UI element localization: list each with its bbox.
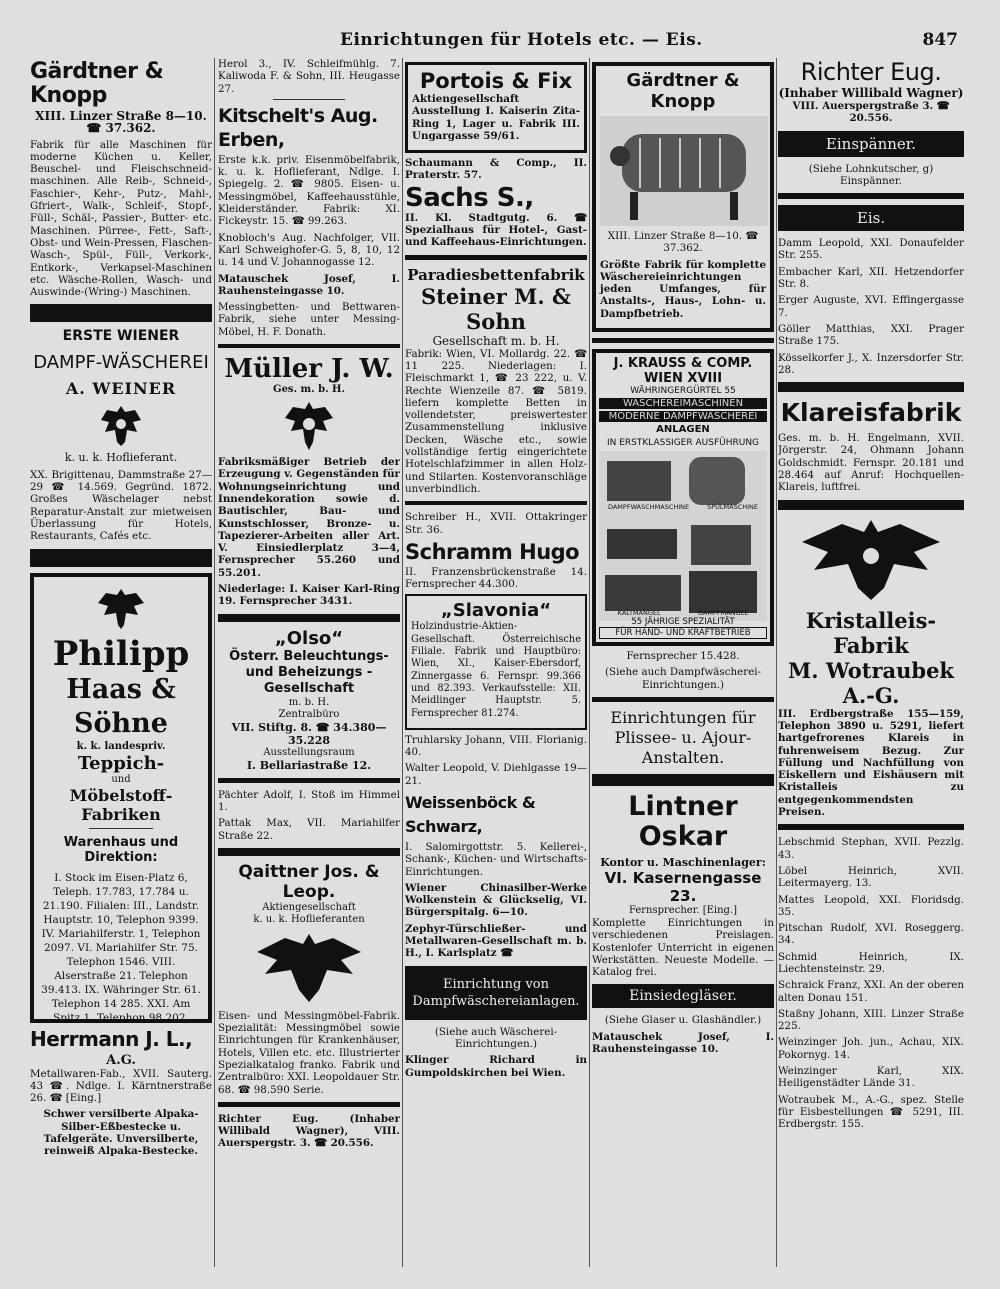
- messing-entry: Messingbetten- und Bettwaren-Fabrik, siehe unter Messing-Möbel, H. F. Donath.: [218, 301, 400, 338]
- krauss-line5: ANLAGEN: [656, 424, 710, 436]
- separator-bar: [30, 304, 212, 322]
- krauss-caption-row1: [599, 503, 767, 511]
- olso-line3: m. b. H.: [288, 696, 330, 708]
- herol-entry: Herol 3., IV. Schleifmühlg. 7. Kaliwoda F. & Sohn, III. Heugasse 27.: [218, 58, 400, 95]
- list2-item-2: Löbel Heinrich, XVII. Leitermayerg. 13.: [778, 864, 964, 890]
- paradies-line2: Steiner M. & Sohn: [420, 283, 572, 334]
- knobloch-entry: Knobloch's Aug. Nachfolger, VII. Karl Schweighofer-G. 5, 8, 10, 12 u. 14 und V. Johannogasse 12.: [218, 231, 400, 269]
- olso-line6: Ausstellungsraum: [263, 746, 355, 758]
- richter-title: Richter Eug.: [800, 58, 942, 86]
- separator-bar: [592, 338, 774, 343]
- list2-item-3: Mattes Leopold, XXI. Floridsdg. 35.: [778, 893, 964, 918]
- gk2-ad: [592, 62, 774, 332]
- column-rule: [214, 58, 215, 1267]
- eis-item-3: Erger Auguste, XVI. Effingergasse 7.: [778, 294, 964, 319]
- haas-line3: k. k. landespriv.: [76, 740, 166, 752]
- mueller-title: Müller J. W.: [224, 354, 394, 385]
- plissee-heading: Einrichtungen für Plissee- u. Ajour-Anstalten.: [610, 707, 756, 767]
- column-4: [592, 58, 774, 1269]
- laundry-machines-image: [599, 451, 767, 621]
- schreiber-entry: Schreiber H., XVII. Ottakringer Str. 36.: [405, 511, 587, 536]
- lintner-line4: Fernsprecher. [Eing.]: [628, 904, 738, 916]
- separator-bar: [405, 501, 587, 505]
- gk-text: Fabrik für alle Maschinen für moderne Küchen u. Keller, Beuschel- und Fleischschneid-maschinen. Alle Reib-, Schneid-, Faschier-, Kehr-, Putz-, Mahl-, Gfriert-, Walk-, Schleif-, Stopf-, Füll-, Schäl-, Passier-, Butter- etc. Maschinen. Pürree-, Fett-, Saft-, Obst- und Wein-Pressen, Flaschen-Wasch-, Spül-, Füll-, Verkork-, Entkork-, Verkapsel-Maschinen etc. Wäsche-Rollen, Wasch- und Auswinde-(Wring-) Maschinen.: [30, 138, 212, 299]
- haas-line6: Möbelstoff-Fabriken: [69, 785, 173, 824]
- gk2-address: XIII. Linzer Straße 8—10. ☎ 37.362.: [607, 230, 759, 255]
- portois-title: Portois & Fix: [419, 69, 573, 93]
- list2-item-9: Weinzinger Karl, XIX. Heiligenstädter Lände 31.: [778, 1065, 964, 1090]
- column-5: [778, 58, 964, 1269]
- haas-name2: Haas & Söhne: [66, 673, 176, 739]
- walter-entry: Walter Leopold, V. Diehlgasse 19—21.: [405, 762, 587, 787]
- qaittner-line2: Aktiengesellschaft: [262, 901, 356, 913]
- eagle-icon: [796, 516, 946, 604]
- eagle-icon: [283, 400, 335, 452]
- separator-bar: [218, 1102, 400, 1107]
- eagle-icon: [96, 587, 146, 631]
- list2-item-8: Weinzinger Joh. jun., Achau, XIX. Pokornyg. 14.: [778, 1036, 964, 1061]
- mueller-text2: Niederlage: I. Kaiser Karl-Ring 19. Fernsprecher 3431.: [218, 583, 400, 608]
- paradies-text: Fabrik: Wien, VI. Mollardg. 22. ☎ 11 225. Niederlagen: I. Fleischmarkt 1, ☎ 23 222, u. V. Rechte Wienzeile 87. ☎ 5819. liefern komplette Betten in vollendetster, preiswertester Zusammenstellung inklusive Decken, Wäsche etc., sowie vollständige fertig eingerichtete Hotelschlafzimmer in allen Holz- und Stilarten. Kostenvoranschläge unverbindlich.: [405, 347, 587, 495]
- kitschelt-text: Erste k.k. priv. Eisenmöbelfabrik, k. u. k. Hoflieferant, Ndlge. I. Spiegelg. 2. ☎ 9805. Eisen- u. Messingmöbel, Kaffeehausstühle, Kleiderständer. Fabrik: XI. Fickeystr. 15. ☎ 99.263.: [218, 153, 400, 228]
- truhlarsky-entry: Truhlarsky Johann, VIII. Florianig. 40.: [405, 733, 587, 759]
- chinasilber-entry: Wiener Chinasilber-Werke Wolkenstein & Glückselig, VI. Bürgerspitalg. 6—10.: [405, 881, 587, 919]
- column-rule: [402, 58, 403, 1267]
- klareis-title: Klareisfabrik: [780, 398, 962, 428]
- einsiedeglaeser-band: Einsiedegläser.: [592, 984, 774, 1008]
- slavonia-ad: [405, 594, 587, 729]
- divider: [89, 828, 154, 829]
- haas-line5: und: [111, 773, 131, 785]
- list2-item-10: Wotraubek M., A.-G., spez. Stelle für Eisbestellungen ☎ 5291, III. Erdbergstr. 155.: [778, 1093, 964, 1131]
- gk-title: Gärdtner & Knopp: [30, 59, 164, 108]
- kitschelt-title: Kitschelt's Aug. Erben,: [218, 104, 378, 151]
- lintner-title: Lintner Oskar: [628, 790, 738, 852]
- separator-bar: [778, 193, 964, 199]
- dampfwaescherei-band: Einrichtung von Dampfwäschereianlagen.: [405, 966, 587, 1020]
- weiner-line4: k. u. k. Hoflieferant.: [64, 451, 178, 465]
- separator-bar: [30, 549, 212, 567]
- richter-address: VIII. Auerspergstraße 3. ☎ 20.556.: [792, 100, 950, 125]
- mueller-sub: Ges. m. b. H.: [273, 384, 345, 396]
- column-2: [218, 58, 400, 1269]
- gk2-title: Gärdtner & Knopp: [626, 70, 740, 112]
- column-1: [30, 58, 212, 1269]
- qaittner-text: Eisen- und Messingmöbel-Fabrik. Spezialität: Messingmöbel sowie Einrichtungen für Krankenhäuser, Hotels, Villen etc. etc. Illustrierter Spezialkatalog franko. Fabrik und Zentralbüro: XXI. Leopoldauer Str. 68. ☎ 98.590 Serie.: [218, 1009, 400, 1096]
- list2-item-4: Pitschan Rudolf, XVI. Roseggerg. 34.: [778, 922, 964, 947]
- einsiedeglaeser-siehe: (Siehe Glaser u. Glashändler.): [604, 1014, 762, 1027]
- haas-line7: Warenhaus und Direktion:: [63, 834, 179, 865]
- portois-text: Aktiengesellschaft Ausstellung I. Kaiserin Zita-Ring 1, Lager u. Fabrik III. Ungargasse 59/61.: [412, 93, 580, 142]
- schramm-title: Schramm Hugo: [405, 539, 580, 564]
- list2-item-7: Staßny Johann, XIII. Linzer Straße 225.: [778, 1007, 964, 1033]
- weiner-ad: [30, 328, 212, 464]
- haas-ad: [30, 573, 212, 1023]
- olso-line4: Zentralbüro: [278, 708, 340, 720]
- weiner-line2: DAMPF-WÄSCHEREI: [33, 352, 209, 374]
- krauss-line6: IN ERSTKLASSIGER AUSFÜHRUNG: [606, 438, 760, 449]
- portois-ad: [405, 62, 587, 153]
- richter-sub: (Inhaber Willibald Wagner): [778, 86, 964, 100]
- qaittner-line3: k. u. k. Hoflieferanten: [253, 913, 365, 925]
- krauss-ad: [592, 349, 774, 646]
- lintner-text: Komplette Einrichtungen in verschiedenen Preislagen. Kostenlofer Unterricht in eigenen Werkstätten. Neueste Modelle. — Katalog frei.: [592, 916, 774, 979]
- list2-item-1: Lebschmid Stephan, XVII. Pezzlg. 43.: [778, 836, 964, 861]
- gk2-text: Größte Fabrik für komplette Wäschereieinrichtungen jeden Umfanges, für Anstalts-, Haus-, Lohn- u. Dampfbetrieb.: [600, 258, 766, 320]
- lintner-line2: Kontor u. Maschinenlager:: [600, 855, 766, 869]
- richter-entry: Richter Eug. (Inhaber Willibald Wagner), VIII. Auerspergstr. 3. ☎ 20.556.: [218, 1112, 400, 1150]
- column-3: [405, 58, 587, 1269]
- eis-item-2: Embacher Karl, XII. Hetzendorfer Str. 8.: [778, 265, 964, 291]
- sachs-title: Sachs S.,: [405, 182, 534, 213]
- page-heading: Einrichtungen für Hotels etc. — Eis.: [340, 30, 703, 50]
- pattak-entry: Pattak Max, VII. Mariahilfer Straße 22.: [218, 817, 400, 842]
- krauss-line7: 55 JÄHRIGE SPEZIALITÄT: [631, 617, 735, 628]
- matauschek-entry: Matauschek Josef, I. Rauhensteingasse 10.: [218, 272, 400, 297]
- running-header: [0, 30, 1000, 56]
- olso-line5: VII. Stiftg. 8. ☎ 34.380—35.228: [231, 720, 387, 747]
- haas-name1: Philipp: [52, 633, 190, 674]
- separator-bar: [592, 774, 774, 786]
- krauss-caption-dampfwasch: DAMPFWASCHMASCHINE: [607, 503, 690, 512]
- krauss-caption-kaltmangel: KALTMANGEL: [617, 609, 661, 618]
- kristall-line2: M. Wotraubek A.-G.: [788, 657, 954, 708]
- haas-text: I. Stock im Eisen-Platz 6, Teleph. 17.783, 17.784 u. 21.190. Filialen: III., Landstr. Hauptstr. 10, Telephon 9399. IV. Mariahilferstr. 1, Telephon 2097. VI. Mariahilfer Str. 75. Telephon 1546. VIII. Alserstraße 21. Telephon 39.413. IX. Währinger Str. 61. Telephon 14 285. XXI. Am Spitz 1. Telephon 98 202.: [41, 871, 201, 1024]
- krauss-line3: WÄSCHEREIMASCHINEN: [599, 398, 767, 409]
- paechter-entry: Pächter Adolf, I. Stoß im Himmel 1.: [218, 788, 400, 813]
- separator-bar: [592, 697, 774, 702]
- eagle-icon: [249, 930, 369, 1006]
- paradies-line1: Paradiesbettenfabrik: [407, 265, 585, 284]
- weissenboeck-text: I. Salomirgottstr. 5. Kellerei-, Schank-, Küchen- und Wirtschafts-Einrichtungen.: [405, 840, 587, 878]
- zephyr-entry: Zephyr-Türschließer- und Metallwaren-Gesellschaft m. b. H., I. Karlsplatz ☎: [405, 922, 587, 960]
- separator-bar: [778, 500, 964, 510]
- eis-item-1: Damm Leopold, XXI. Donaufelder Str. 255.: [778, 237, 964, 262]
- separator-bar: [778, 382, 964, 392]
- column-rule: [776, 58, 777, 1267]
- herrmann-text: Metallwaren-Fab., XVII. Sauterg. 43 ☎. Ndlge. I. Kärntnerstraße 26. ☎ [Eing.]: [30, 1067, 212, 1105]
- lintner-line3: VI. Kasernengasse 23.: [604, 868, 762, 905]
- dampfwaescherei-siehe: (Siehe auch Wäscherei-Einrichtungen.): [434, 1025, 558, 1050]
- olso-title: „Olso“: [274, 627, 344, 649]
- column-rule: [589, 58, 590, 1267]
- klinger-entry: Klinger Richard in Gumpoldskirchen bei Wien.: [405, 1054, 587, 1079]
- krauss-line4: MODERNE DAMPFWÄSCHEREI: [599, 411, 767, 422]
- list2-item-5: Schmid Heinrich, IX. Liechtensteinstr. 29.: [778, 950, 964, 975]
- krauss-caption-dampfmangel: DAMPFMANGEL: [698, 609, 749, 618]
- krauss-line8: FÜR HAND- UND KRAFTBETRIEB: [599, 627, 767, 639]
- klareis-text: Ges. m. b. H. Engelmann, XVII. Jörgerstr. 24, Ohmann Johann Goldschmidt. Fernspr. 20.181 und 28.464 auf Anruf: Hochquellen-Klareis, luftfrei.: [778, 432, 964, 494]
- slavonia-title: „Slavonia“: [440, 600, 552, 622]
- schaumann-entry: Schaumann & Comp., II. Praterstr. 57.: [405, 157, 587, 182]
- separator-bar: [778, 824, 964, 830]
- separator-bar: [218, 344, 400, 348]
- olso-line7: I. Bellariastraße 12.: [246, 758, 372, 772]
- weiner-line3: A. WEINER: [65, 379, 177, 399]
- divider: [273, 99, 346, 100]
- schramm-text: II. Franzensbrückenstraße 14. Fernsprecher 44.300.: [405, 565, 587, 591]
- eis-item-4: Göller Matthias, XXI. Prager Straße 175.: [778, 322, 964, 348]
- olso-line2: Österr. Beleuchtungs- und Beheizungs - Gesellschaft: [229, 648, 389, 696]
- krauss-phone: Fernsprecher 15.428.: [626, 650, 740, 663]
- qaittner-title: Qaittner Jos. & Leop.: [238, 861, 380, 902]
- matauschek2-entry: Matauschek Josef, I. Rauhensteingasse 10.: [592, 1030, 774, 1056]
- krauss-siehe: (Siehe auch Dampfwäscherei-Einrichtungen.): [605, 666, 761, 691]
- weiner-line1: ERSTE WIENER: [62, 328, 180, 345]
- herrmann-title: Herrmann J. L.,: [30, 1026, 193, 1051]
- sachs-text: II. Kl. Stadtgutg. 6. ☎ Spezialhaus für Hotel-, Gast- und Kaffeehaus-Einrichtungen.: [405, 211, 587, 249]
- mueller-text: Fabriksmäßiger Betrieb der Erzeugung v. Gegenständen für Wohnungseinrichtung und Innendekoration sowie d. Bautischler, Bau- und Kunstschlosser, Bronze- u. Tapezierer-Arbeiten aller Art. V. Einsiedlerplatz 3—4, Fernsprecher 55.260 und 55.201.: [218, 456, 400, 579]
- haas-line4: Teppich-: [77, 752, 165, 774]
- separator-bar: [218, 848, 400, 856]
- eagle-icon: [99, 402, 143, 448]
- separator-bar: [218, 614, 400, 622]
- herrmann-ag: A.G.: [106, 1052, 136, 1068]
- eis-item-5: Kösselkorfer J., X. Inzersdorfer Str. 28.: [778, 351, 964, 376]
- list2-item-6: Schraick Franz, XXI. An der oberen alten Donau 151.: [778, 979, 964, 1004]
- slavonia-text: Holzindustrie-Aktien-Gesellschaft. Österreichische Filiale. Fabrik und Hauptbüro: Wien, XI., Kaiser-Ebersdorf, Zinnergasse 6. Fernspr. 99.366 und 82.393. Verkaufsstelle: XII. Meidlinger Hauptstr. 5. Fernsprecher 81.274.: [411, 621, 581, 719]
- krauss-line1: J. KRAUSS & COMP. WIEN XVIII: [613, 356, 753, 387]
- page-number: 847: [922, 30, 958, 50]
- einspaenner-siehe: (Siehe Lohnkutscher, g) Einspänner.: [808, 162, 934, 187]
- paradies-line3: Gesellschaft m. b. H.: [432, 333, 560, 348]
- weissenboeck-title: Weissenböck & Schwarz,: [405, 792, 536, 836]
- weiner-text: XX. Brigittenau, Dammstraße 27—29 ☎ 14.569. Gegründ. 1872. Großes Wäschelager nebst Reparatur-Anstalt zur mietweisen Überlassung für Hotels, Restaurants, Cafés etc.: [30, 468, 212, 543]
- einspaenner-band: Einspänner.: [778, 131, 964, 157]
- krauss-line2: WÄHRINGERGÜRTEL 55: [630, 386, 736, 397]
- laundry-machine-image: [600, 116, 768, 226]
- herrmann-text2: Schwer versilberte Alpaka-Silber-Eßbestecke u. Tafelgeräte. Unversilberte, reinweiß Alpaka-Bestecke.: [43, 1108, 199, 1158]
- krauss-caption-spuel: SPÜLMASCHINE: [707, 503, 759, 512]
- kristall-text: III. Erdbergstraße 155—159, Telephon 3890 u. 5291, liefert hartgefrorenes Klareis in fuhrenweisem Bezug. Zur Füllung und Nachfüllung von Eiskellern und Eishäusern mit Kristalleis zu entgegenkommendsten Preisen.: [778, 707, 964, 819]
- kristall-line1: Kristalleis-Fabrik: [805, 607, 937, 658]
- separator-bar: [405, 255, 587, 260]
- separator-bar: [218, 778, 400, 783]
- eis-band: Eis.: [778, 205, 964, 231]
- gk-address: XIII. Linzer Straße 8—10. ☎ 37.362.: [35, 109, 207, 136]
